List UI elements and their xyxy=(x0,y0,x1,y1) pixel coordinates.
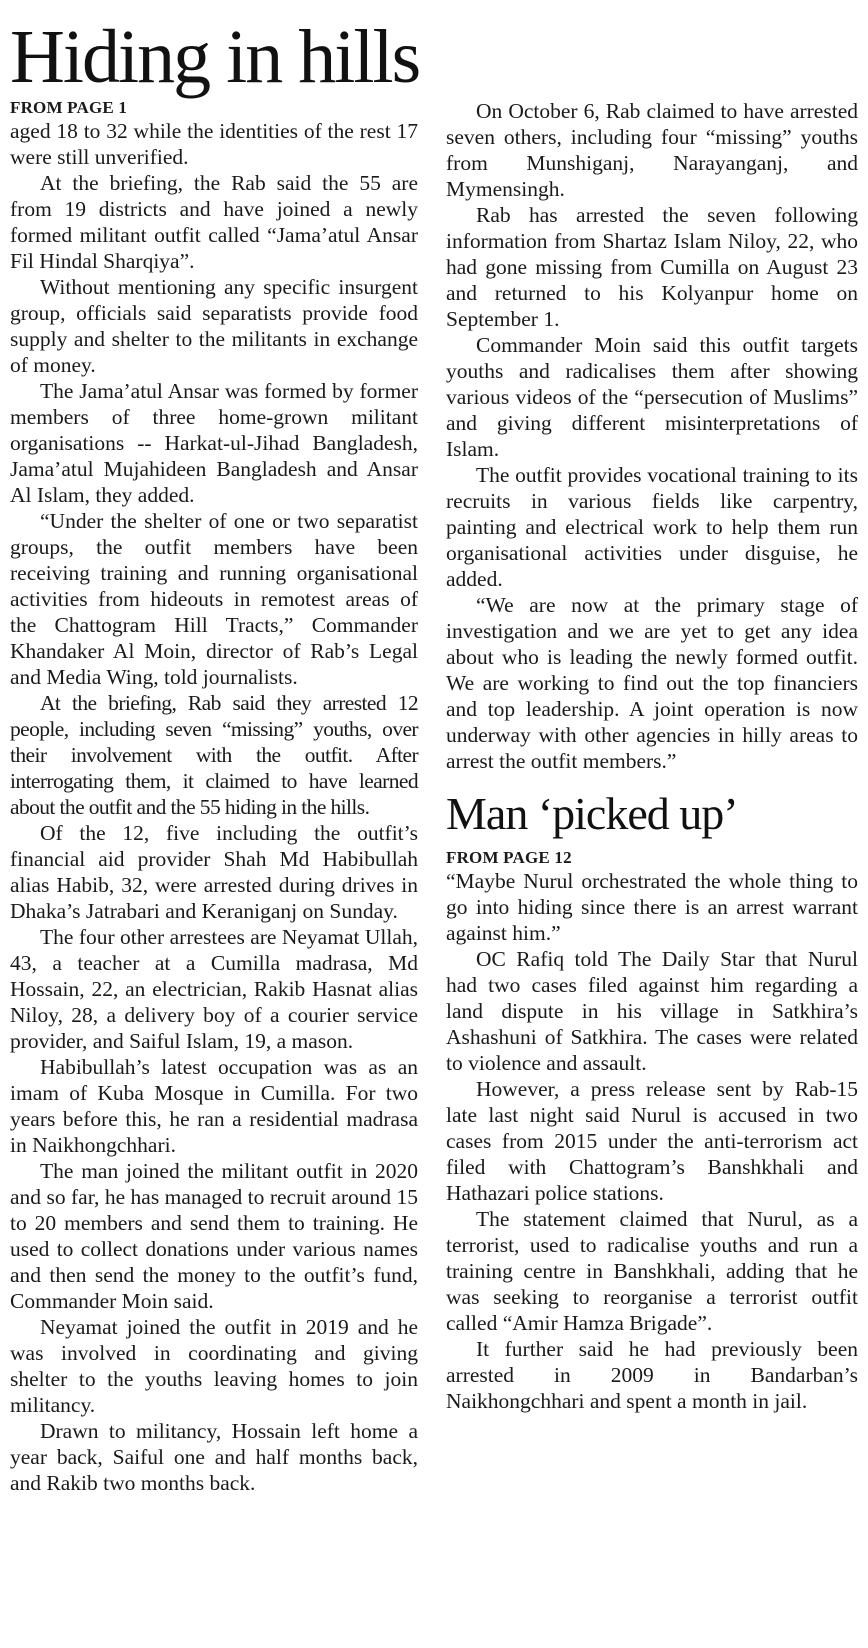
article-paragraph: “We are now at the primary stage of investigation and we are yet to get any idea about who is leading the newly formed outfit. We are working to find out the top financiers and top leadership. A joint operation is now underway with other agencies in hilly areas to arrest the outfit members.” xyxy=(446,593,858,773)
article-paragraph: The four other arrestees are Neyamat Ullah, 43, a teacher at a Cumilla madrasa, Md Hossain, 22, an electrician, Rakib Hasnat alias Niloy, 28, a delivery boy of a courier service provider, and Saiful Islam, 19, a mason. xyxy=(10,925,418,1053)
jump-line: FROM PAGE 12 xyxy=(446,848,572,867)
article-paragraph: It further said he had previously been arrested in 2009 in Bandarban’s Naikhongchhari and spent a month in jail. xyxy=(446,1337,858,1413)
article-paragraph: OC Rafiq told The Daily Star that Nurul had two cases filed against him regarding a land dispute in his village in Satkhira’s Ashashuni of Satkhira. The cases were related to violence and assault. xyxy=(446,947,858,1075)
article-paragraph: The statement claimed that Nurul, as a terrorist, used to radicalise youths and run a training centre in Banshkhali, adding that he was seeking to reorganise a terrorist outfit called “Amir Hamza Brigade”. xyxy=(446,1207,858,1335)
article-paragraph: However, a press release sent by Rab-15 late last night said Nurul is accused in two cases from 2015 under the anti-terrorism act filed with Chattogram’s Banshkhali and Hathazari police stations. xyxy=(446,1077,858,1205)
article-paragraph: Neyamat joined the outfit in 2019 and he was involved in coordinating and giving shelter to the youths leaving homes to join militancy. xyxy=(10,1315,418,1417)
article-paragraph: Rab has arrested the seven following information from Shartaz Islam Niloy, 22, who had gone missing from Cumilla on August 23 and returned to his Kolyanpur home on September 1. xyxy=(446,203,858,331)
article-paragraph: At the briefing, the Rab said the 55 are from 19 districts and have joined a newly formed militant outfit called “Jama’atul Ansar Fil Hindal Sharqiya”. xyxy=(10,171,418,273)
article-paragraph: Of the 12, five including the outfit’s financial aid provider Shah Md Habibullah alias Habib, 32, were arrested during drives in Dhaka’s Jatrabari and Keraniganj on Sunday. xyxy=(10,821,418,923)
article-paragraph: At the briefing, Rab said they arrested 12 people, including seven “missing” youths, over their involvement with the outfit. After interrogating them, it claimed to have learned about the outfit and the 55 hiding in the hills. xyxy=(10,691,418,819)
article-paragraph: Drawn to militancy, Hossain left home a year back, Saiful one and half months back, and Rakib two months back. xyxy=(10,1419,418,1495)
article-paragraph: The Jama’atul Ansar was formed by former members of three home-grown militant organisations -- Harkat-ul-Jihad Bangladesh, Jama’atul Mujahideen Bangladesh and Ansar Al Islam, they added. xyxy=(10,379,418,507)
article-paragraph: On October 6, Rab claimed to have arrested seven others, including four “missing” youths from Munshiganj, Narayanganj, and Mymensingh. xyxy=(446,99,858,201)
article-paragraph: Commander Moin said this outfit targets youths and radicalises them after showing various videos of the “persecution of Muslims” and giving different misinterpretations of Islam. xyxy=(446,333,858,461)
article-headline: Man ‘picked up’ xyxy=(446,788,738,839)
article-paragraph: The outfit provides vocational training to its recruits in various fields like carpentry, painting and electrical work to help them run organisational activities under disguise, he added. xyxy=(446,463,858,591)
left-column xyxy=(10,98,418,1496)
jump-line: FROM PAGE 1 xyxy=(10,98,128,117)
article-paragraph: Without mentioning any specific insurgent group, officials said separatists provide food supply and shelter to the militants in exchange of money. xyxy=(10,275,418,377)
article-paragraph: aged 18 to 32 while the identities of the rest 17 were still unverified. xyxy=(10,119,418,169)
article-paragraph: Habibullah’s latest occupation was as an imam of Kuba Mosque in Cumilla. For two years before this, he ran a residential madrasa in Naikhongchhari. xyxy=(10,1055,418,1157)
article-headline: Hiding in hills xyxy=(10,15,420,99)
right-column xyxy=(446,98,858,1414)
article-paragraph: The man joined the militant outfit in 2020 and so far, he has managed to recruit around 15 to 20 members and send them to training. He used to collect donations under various names and then send the money to the outfit’s fund, Commander Moin said. xyxy=(10,1159,418,1313)
article-paragraph: “Under the shelter of one or two separatist groups, the outfit members have been receiving training and running organisational activities from hideouts in remotest areas of the Chattogram Hill Tracts,” Commander Khandaker Al Moin, director of Rab’s Legal and Media Wing, told journalists. xyxy=(10,509,418,689)
article-paragraph: “Maybe Nurul orchestrated the whole thing to go into hiding since there is an arrest warrant against him.” xyxy=(446,869,858,945)
